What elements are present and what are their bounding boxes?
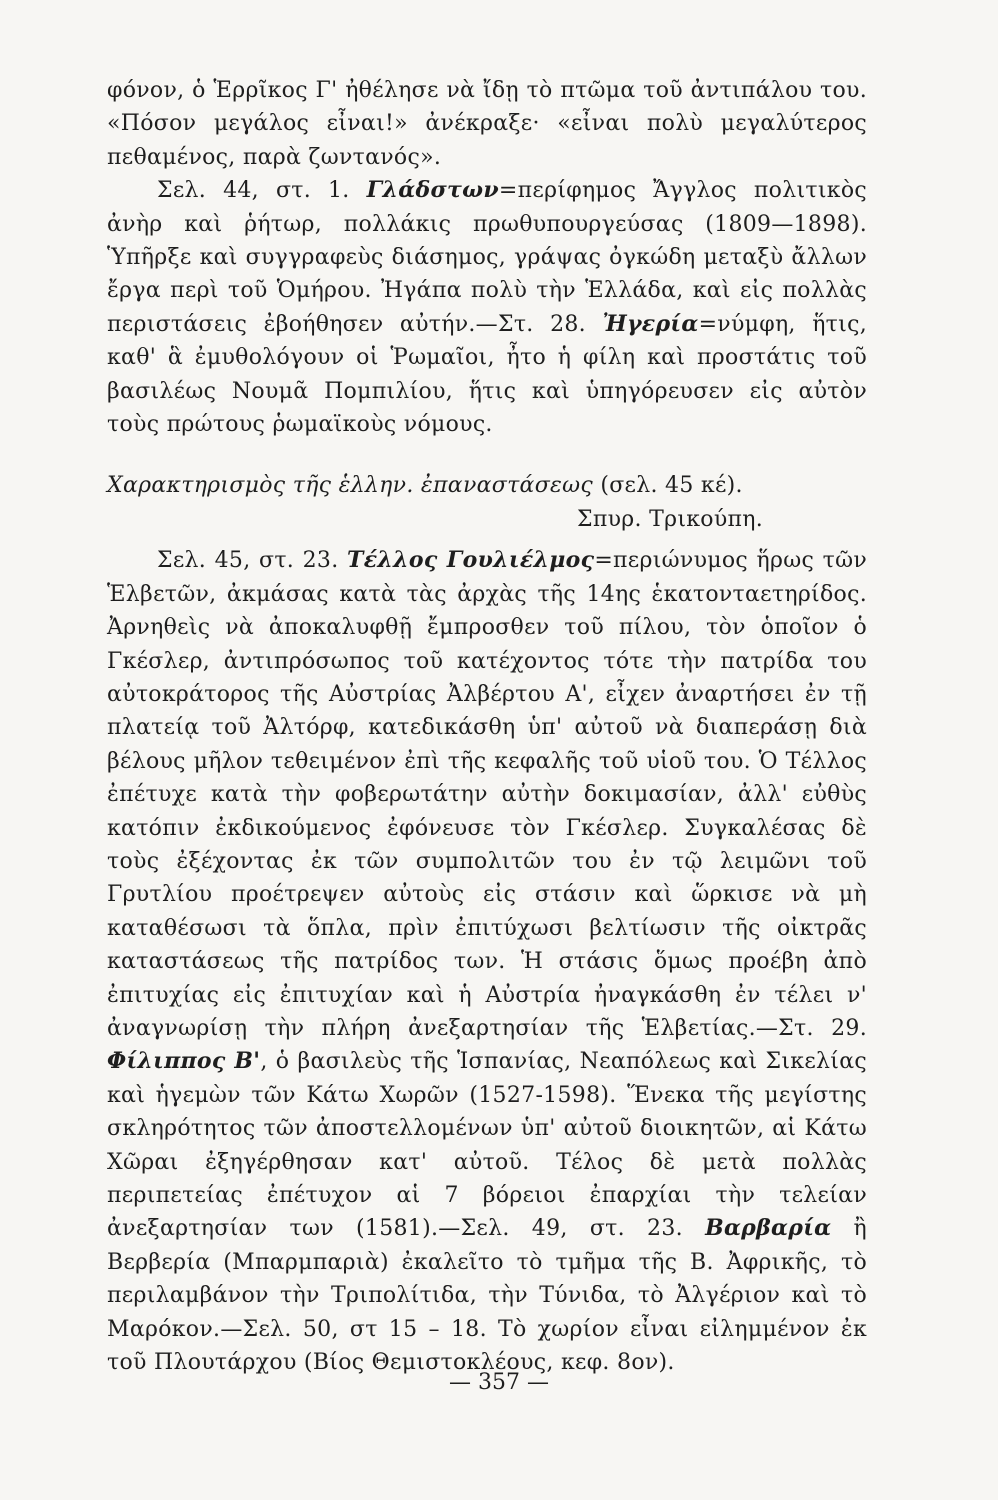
- note-text: , ὁ βασιλεὺς τῆς Ἱσπανίας, Νεαπόλεως καὶ Σικελίας καὶ ἡγεμὼν τῶν Κάτω Χωρῶν (1527-1598). Ἕνεκα τῆς μεγίστης σκληρότητος τῶν ἀποστελλομένων ὑπ' αὐτοῦ διοικητῶν, αἱ Κάτω Χῶραι ἐξηγέρθησαν κατ' αὐτοῦ. Τέλος δὲ μετὰ πολλὰς περιπετείας ἐπέτυχον αἱ 7 βόρειοι ἐπαρχίαι τὴν τελείαν ἀνεξαρτησίαν των (1581).—Σελ. 49, στ. 23.: [107, 1049, 867, 1242]
- author-name: Σπυρ. Τρικούπη.: [577, 506, 764, 532]
- paragraph-text: φόνον, ὁ Ἑρρῖκος Γ' ἠθέλησε νὰ ἴδῃ τὸ πτῶμα τοῦ ἀντιπάλου του. «Πόσον μεγάλος εἶναι!» ἀνέκραξε· «εἶναι πολὺ μεγαλύτερος πεθαμένος, παρὰ ζωντανός».: [107, 78, 867, 170]
- note-term: Γλάδστων: [366, 177, 499, 204]
- paragraph-continuation: [107, 74, 867, 174]
- note-text: =περιώνυμος ἥρως τῶν Ἑλβετῶν, ἀκμάσας κατὰ τὰς ἀρχὰς τῆς 14ης ἑκατονταετηρίδος. Ἀρνηθεὶς νὰ ἀποκαλυφθῇ ἔμπροσθεν τοῦ πίλου, τὸν ὁποῖον ὁ Γκέσλερ, ἀντιπρόσωπος τοῦ κατέχοντος τότε τὴν πατρίδα του αὐτοκράτορος τῆς Αὐστρίας Ἀλβέρτου Α', εἶχεν ἀναρτήσει ἐν τῇ πλατείᾳ τοῦ Ἀλτόρφ, κατεδικάσθη ὑπ' αὐτοῦ νὰ διαπεράσῃ διὰ βέλους μῆλον τεθειμένον ἐπὶ τῆς κεφαλῆς τοῦ υἱοῦ του. Ὁ Τέλλος ἐπέτυχε κατὰ τὴν φοβερωτάτην αὐτὴν δοκιμασίαν, ἀλλ' εὐθὺς κατόπιν ἐκδικούμενος ἐφόνευσε τὸν Γκέσλερ. Συγκαλέσας δὲ τοὺς ἐξέχοντας ἐκ τῶν συμπολιτῶν του ἐν τῷ λειμῶνι τοῦ Γρυτλίου προέτρεψεν αὐτοὺς εἰς στάσιν καὶ ὥρκισε νὰ μὴ καταθέσωσι τὰ ὅπλα, πρὶν ἐπιτύχωσι βελτίωσιν τῆς οἰκτρᾶς καταστάσεως τῆς πατρίδος των. Ἡ στάσις ὅμως προέβη ἀπὸ ἐπιτυχίας εἰς ἐπιτυχίαν καὶ ἡ Αὐστρία ἠναγκάσθη ἐν τέλει ν' ἀναγνωρίσῃ τὴν πλήρη ἀνεξαρτησίαν τῆς Ἑλβετίας.—Στ. 29.: [107, 548, 868, 1041]
- note-text: ἢ Βερβερία (Μπαρμπαριὰ) ἐκαλεῖτο τὸ τμῆμα τῆς Β. Ἀφρικῆς, τὸ περιλαμβάνον τὴν Τριπολίτιδα, τὴν Τύνιδα, τὸ Ἀλγέριον καὶ τὸ Μαρόκον.—Σελ. 50, στ 15 – 18. Τὸ χωρίον εἶναι εἰλημμένον ἐκ τοῦ Πλουτάρχου (Βίος Θεμιστοκλέους, κεφ. 8ον).: [107, 1216, 867, 1376]
- note-term: Βαρβαρία: [705, 1215, 832, 1242]
- note-reference: Σελ. 45, στ. 23.: [157, 548, 339, 574]
- page-number: — 357 —: [449, 1370, 549, 1395]
- note-text: =περίφημος Ἄγγλος πολιτικὸς ἀνὴρ καὶ ῥήτωρ, πολλάκις πρωθυπουργεύσας (1809—1898). Ὑπῆρξε καὶ συγγραφεὺς διάσημος, γράψας ὀγκώδη μεταξὺ ἄλλων ἔργα περὶ τοῦ Ὁμήρου. Ἠγάπα πολὺ τὴν Ἑλλάδα, καὶ εἰς πολλὰς περιστάσεις ἐβοήθησεν αὐτήν.—Στ. 28.: [107, 178, 867, 337]
- page-text-body: [107, 74, 867, 1379]
- section-title: Χαρακτηρισμὸς τῆς ἑλλην. ἐπαναστάσεως: [107, 473, 594, 499]
- section-page-ref: (σελ. 45 κέ).: [600, 473, 743, 499]
- note-term: Τέλλος Γουλιέλμος: [347, 547, 595, 574]
- note-text: =νύμφη, ἥτις, καθ' ἃ ἐμυθολόγουν οἱ Ῥωμαῖοι, ἦτο ἡ φίλη καὶ προστάτις τοῦ βασιλέως Νουμᾶ Πομπιλίου, ἥτις καὶ ὑπηγόρευσεν εἰς αὐτὸν τοὺς πρώτους ῥωμαϊκοὺς νόμους.: [107, 311, 867, 438]
- note-term: Ἠγερία: [602, 310, 699, 337]
- note-reference: Σελ. 44, στ. 1.: [157, 178, 350, 204]
- note-tell: [107, 544, 867, 1379]
- section-heading: [107, 469, 867, 502]
- note-term: Φίλιππος Β': [107, 1048, 261, 1075]
- note-gladstone: [107, 174, 867, 441]
- section-author: [107, 503, 867, 536]
